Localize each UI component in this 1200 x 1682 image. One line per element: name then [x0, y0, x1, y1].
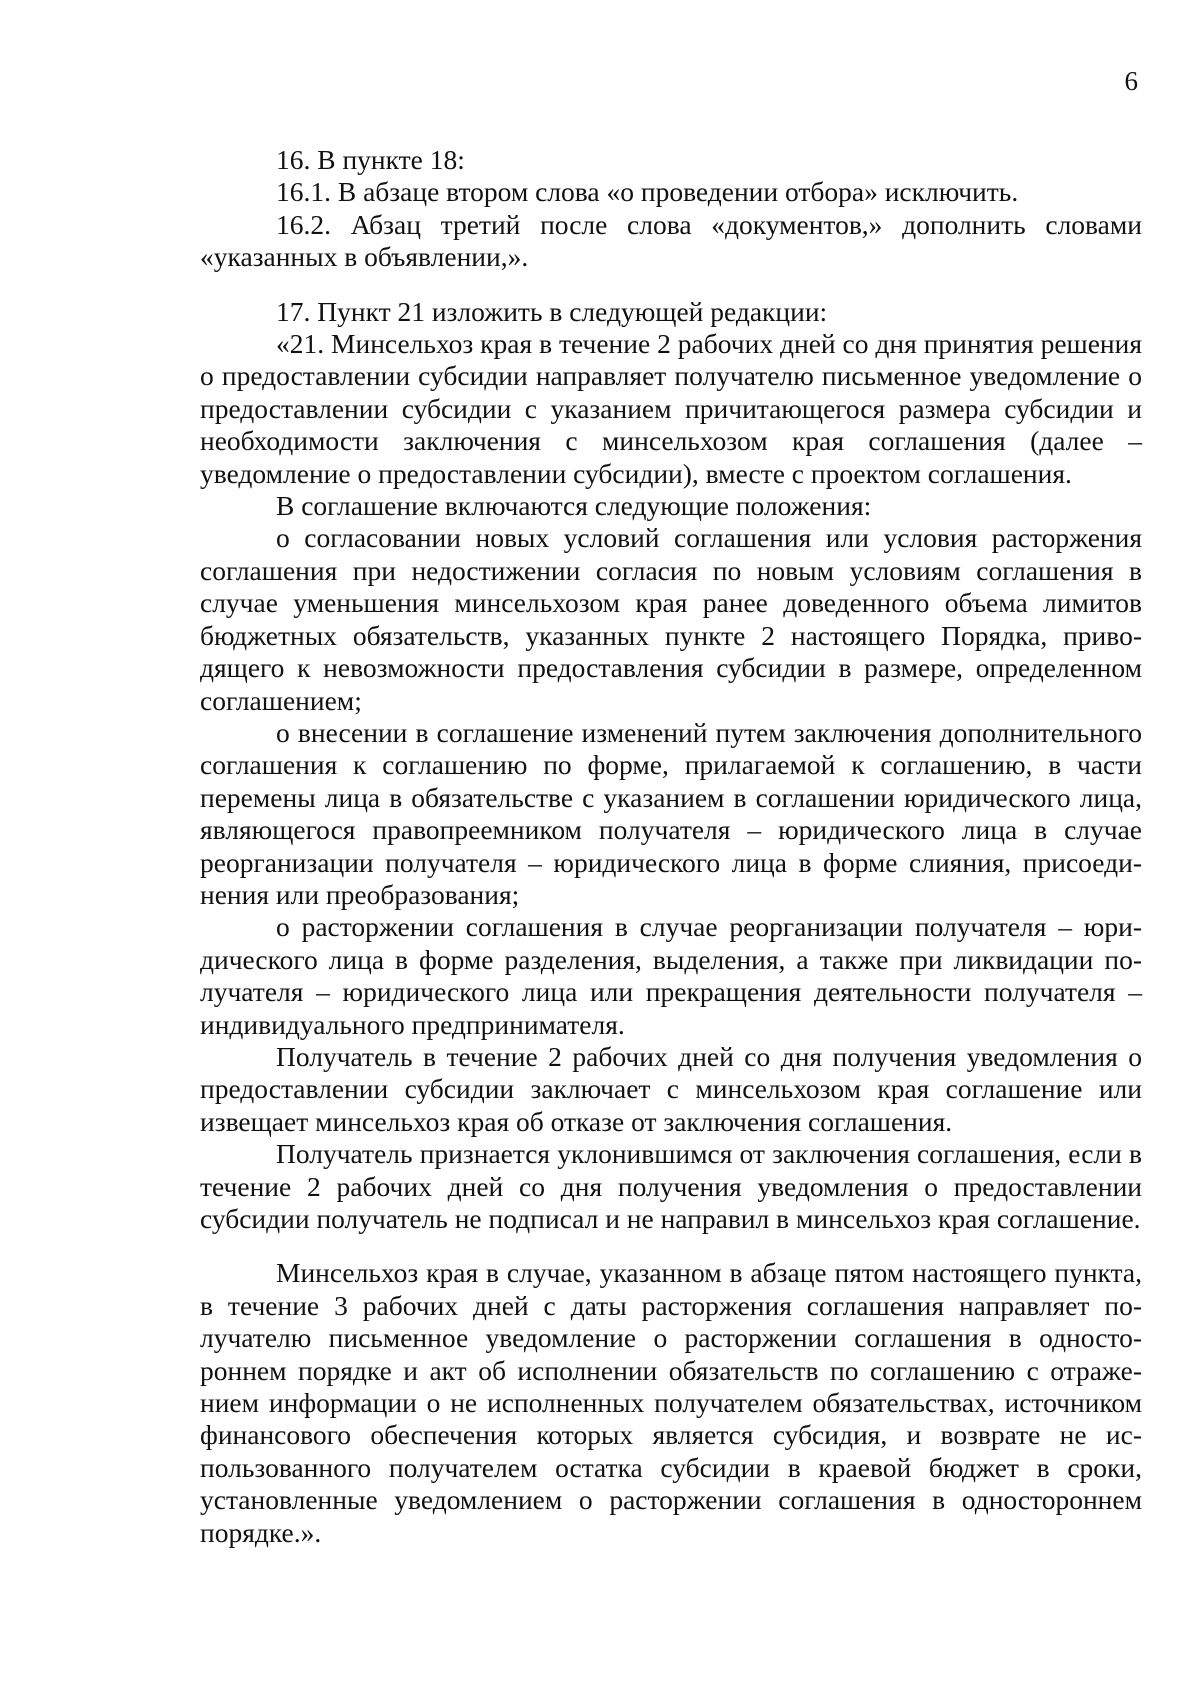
page-number: 6	[1124, 66, 1138, 96]
paragraph-17: 17. Пункт 21 изложить в следующей редакции:	[276, 295, 828, 327]
paragraph-agreement-intro: В соглашение включаются следующие положения:	[276, 490, 872, 522]
paragraph-termination-notice: Минсельхоз края в случае, указанном в абзаце пятом настоящего пункта, в течение 3 рабочих дней с даты расторжения соглашения направляет получателю письменное уведомление о расторжении соглашения в одностороннем порядке и акт об исполнении обязательств по соглашению с отражением информации о не исполненных получателем обязательствах, источником финансового обеспечения которых является субсидия, и возврате не использованного получателем остатка субсидии в краевой бюджет в сроки, установленные уведомлением о расторжении соглашения в одностороннем порядке.».	[200, 1257, 1142, 1548]
paragraph-agreement-item-3: о расторжении соглашения в случае реорганизации получателя – юридического лица в форме разделения, выделения, а также при ликвидации получателя – юридического лица или прекращения деятельности получателя – индивидуального предпринимателя.	[200, 911, 1142, 1040]
paragraph-agreement-item-1: о согласовании новых условий соглашения или условия расторжения соглашения при недостижении согласия по новым условиям соглашения в случае уменьшения минсельхозом края ранее доведенного объема лимитов бюджетных обязательств, указанных пункте 2 настоящего Порядка, приводящего к невозможности предоставления субсидии в размере, определенном соглашением;	[200, 522, 1142, 716]
paragraph-agreement-item-2: о внесении в соглашение изменений путем заключения дополнительного соглашения к соглашению по форме, прилагаемой к соглашению, в части перемены лица в обязательстве с указанием в соглашении юридического лица, являющегося правопреемником получателя – юридического лица в случае реорганизации получателя – юридического лица в форме слияния, присоединения или преобразования;	[200, 716, 1142, 910]
document-body	[200, 144, 1142, 1549]
paragraph-recipient-conclusion: Получатель в течение 2 рабочих дней со дня получения уведомления о предоставлении субсидии заключает с минсельхозом края соглашение или извещает минсельхоз края об отказе от заключения соглашения.	[200, 1040, 1142, 1137]
paragraph-recipient-evasion: Получатель признается уклонившимся от заключения соглашения, если в течение 2 рабочих дней со дня получения уведомления о предоставлении субсидии получатель не подписал и не направил в минсельхоз края соглашение.	[200, 1138, 1142, 1234]
paragraph-16-2: 16.2. Абзац третий после слова «документов,» дополнить словами «указанных в объявлении,».	[200, 208, 1142, 273]
paragraph-21-text: «21. Минсельхоз края в течение 2 рабочих дней со дня принятия решения о предоставлении субсидии направляет получателю письменное уведомление о предоставлении субсидии с указанием причитающегося размера субсидии и необходимости заключения с минсельхозом края соглашения (далее – уведомление о предоставлении субсидии), вместе с проектом соглашения.	[200, 328, 1142, 489]
paragraph-16: 16. В пункте 18:	[276, 144, 465, 175]
paragraph-16-1: 16.1. В абзаце втором слова «о проведении отбора» исключить.	[276, 176, 1019, 208]
